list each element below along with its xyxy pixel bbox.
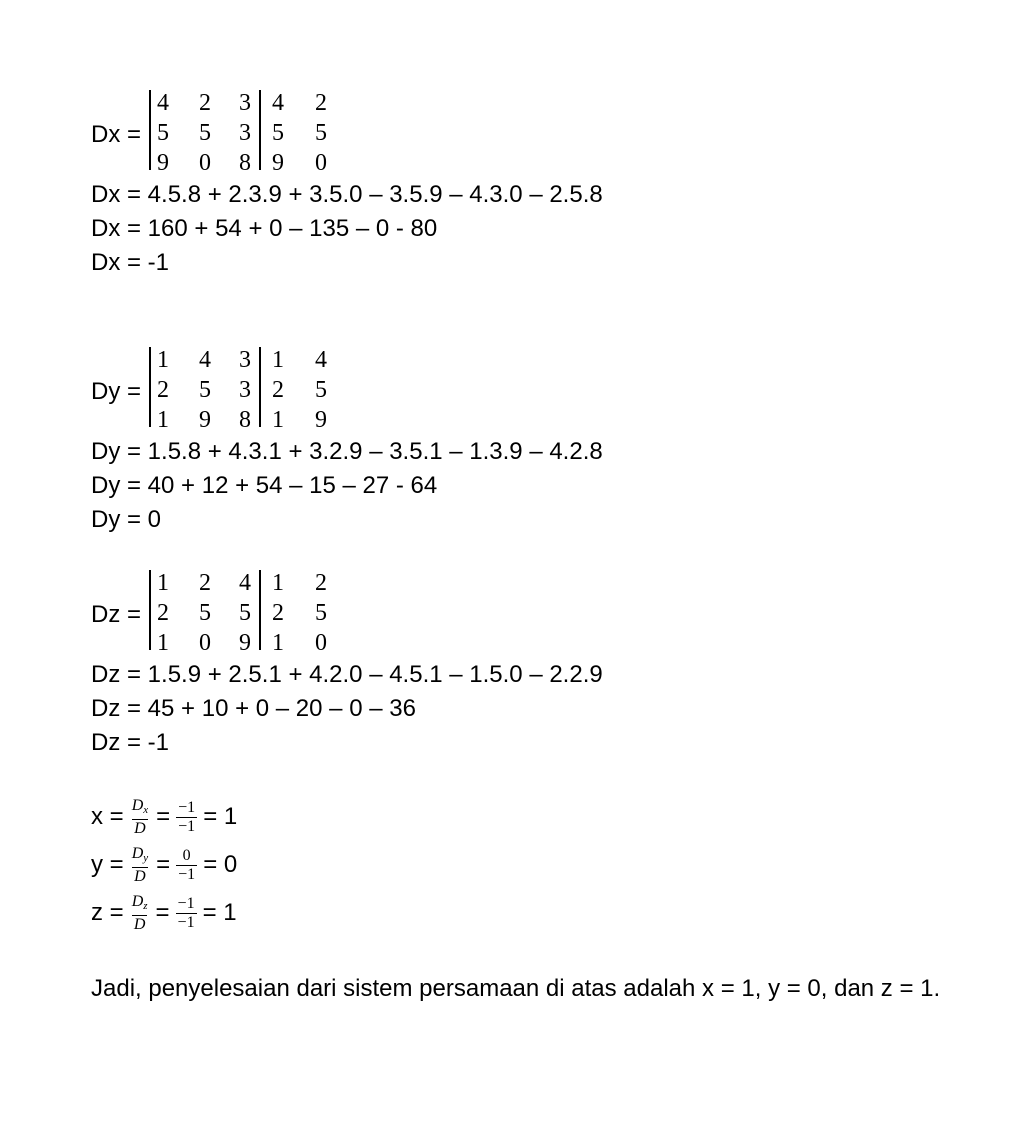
dy-result: Dy = 0 (91, 506, 162, 533)
determinant-bar-mid (259, 90, 261, 170)
matrix-cell: 5 (157, 120, 169, 146)
matrix-cell: 2 (199, 570, 211, 596)
matrix-cell: 5 (272, 120, 284, 146)
equals-sign: = (156, 851, 171, 878)
value-fraction: $\frac{0}{-1}$ (178, 846, 196, 883)
matrix-cell: 1 (157, 347, 169, 373)
matrix-cell: 2 (157, 377, 169, 403)
matrix-cell: 3 (239, 120, 251, 146)
matrix-cell: 5 (199, 600, 211, 626)
matrix-cell: 1 (157, 407, 169, 433)
matrix-cell: 2 (315, 90, 327, 116)
dz-determinant (146, 568, 336, 654)
determinant-bar-left (149, 90, 151, 170)
solution-result: = 1 (203, 803, 238, 830)
matrix-cell: 9 (199, 407, 211, 433)
value-fraction: $\frac{-1}{-1}$ (177, 894, 195, 931)
cramer-fraction: $\frac{D_z}{D}$ (131, 892, 148, 933)
dy-label: Dy = (91, 378, 142, 405)
determinant-bar-mid (259, 347, 261, 427)
dx-expansion: Dx = 4.5.8 + 2.3.9 + 3.5.0 – 3.5.9 – 4.3.0 – 2.5.8 (91, 181, 603, 208)
dy-determinant (146, 345, 336, 431)
dz-expansion: Dz = 1.5.9 + 2.5.1 + 4.2.0 – 4.5.1 – 1.5.0 – 2.2.9 (91, 661, 603, 688)
dx-label: Dx = (91, 121, 142, 148)
matrix-cell: 1 (272, 570, 284, 596)
matrix-cell: 4 (239, 570, 251, 596)
solution-var: x = (91, 803, 124, 830)
dz-result: Dz = -1 (91, 729, 170, 756)
matrix-cell: 3 (239, 377, 251, 403)
conclusion-paragraph: Jadi, penyelesaian dari sistem persamaan di atas adalah x = 1, y = 0, dan z = 1. (91, 975, 941, 1002)
dy-expansion: Dy = 1.5.8 + 4.3.1 + 3.2.9 – 3.5.1 – 1.3.9 – 4.2.8 (91, 438, 603, 465)
cramer-fraction: $\frac{D_x}{D}$ (131, 796, 149, 837)
matrix-cell: 5 (315, 600, 327, 626)
matrix-cell: 2 (272, 600, 284, 626)
matrix-cell: 9 (315, 407, 327, 433)
matrix-cell: 4 (157, 90, 169, 116)
matrix-cell: 9 (239, 630, 251, 656)
matrix-cell: 2 (272, 377, 284, 403)
solution-result: = 1 (202, 899, 237, 926)
determinant-bar-left (149, 570, 151, 650)
matrix-cell: 4 (199, 347, 211, 373)
matrix-cell: 0 (199, 630, 211, 656)
matrix-cell: 0 (199, 150, 211, 176)
dy-products: Dy = 40 + 12 + 54 – 15 – 27 - 64 (91, 472, 438, 499)
solution-x (91, 790, 237, 844)
matrix-cell: 5 (315, 377, 327, 403)
matrix-cell: 1 (272, 347, 284, 373)
cramer-fraction: $\frac{D_y}{D}$ (131, 844, 149, 885)
matrix-cell: 5 (239, 600, 251, 626)
matrix-cell: 9 (272, 150, 284, 176)
matrix-cell: 1 (272, 630, 284, 656)
solution-y (91, 838, 237, 892)
determinant-bar-left (149, 347, 151, 427)
equals-sign: = (156, 803, 171, 830)
solution-var: y = (91, 851, 124, 878)
matrix-cell: 2 (199, 90, 211, 116)
dz-label: Dz = (91, 601, 142, 628)
dx-products: Dx = 160 + 54 + 0 – 135 – 0 - 80 (91, 215, 438, 242)
solution-var: z = (91, 899, 124, 926)
matrix-cell: 2 (315, 570, 327, 596)
matrix-cell: 4 (315, 347, 327, 373)
matrix-cell: 4 (272, 90, 284, 116)
solution-z (91, 886, 237, 940)
solution-result: = 0 (203, 851, 238, 878)
matrix-cell: 0 (315, 630, 327, 656)
dx-determinant (146, 88, 336, 174)
matrix-cell: 3 (239, 347, 251, 373)
determinant-bar-mid (259, 570, 261, 650)
matrix-cell: 2 (157, 600, 169, 626)
matrix-cell: 1 (157, 570, 169, 596)
matrix-cell: 1 (157, 630, 169, 656)
matrix-cell: 5 (199, 377, 211, 403)
matrix-cell: 5 (199, 120, 211, 146)
dz-products: Dz = 45 + 10 + 0 – 20 – 0 – 36 (91, 695, 416, 722)
matrix-cell: 0 (315, 150, 327, 176)
matrix-cell: 9 (157, 150, 169, 176)
equals-sign: = (155, 899, 170, 926)
value-fraction: $\frac{-1}{-1}$ (178, 798, 196, 835)
dx-result: Dx = -1 (91, 249, 170, 276)
matrix-cell: 1 (272, 407, 284, 433)
matrix-cell: 5 (315, 120, 327, 146)
matrix-cell: 8 (239, 407, 251, 433)
matrix-cell: 8 (239, 150, 251, 176)
matrix-cell: 3 (239, 90, 251, 116)
